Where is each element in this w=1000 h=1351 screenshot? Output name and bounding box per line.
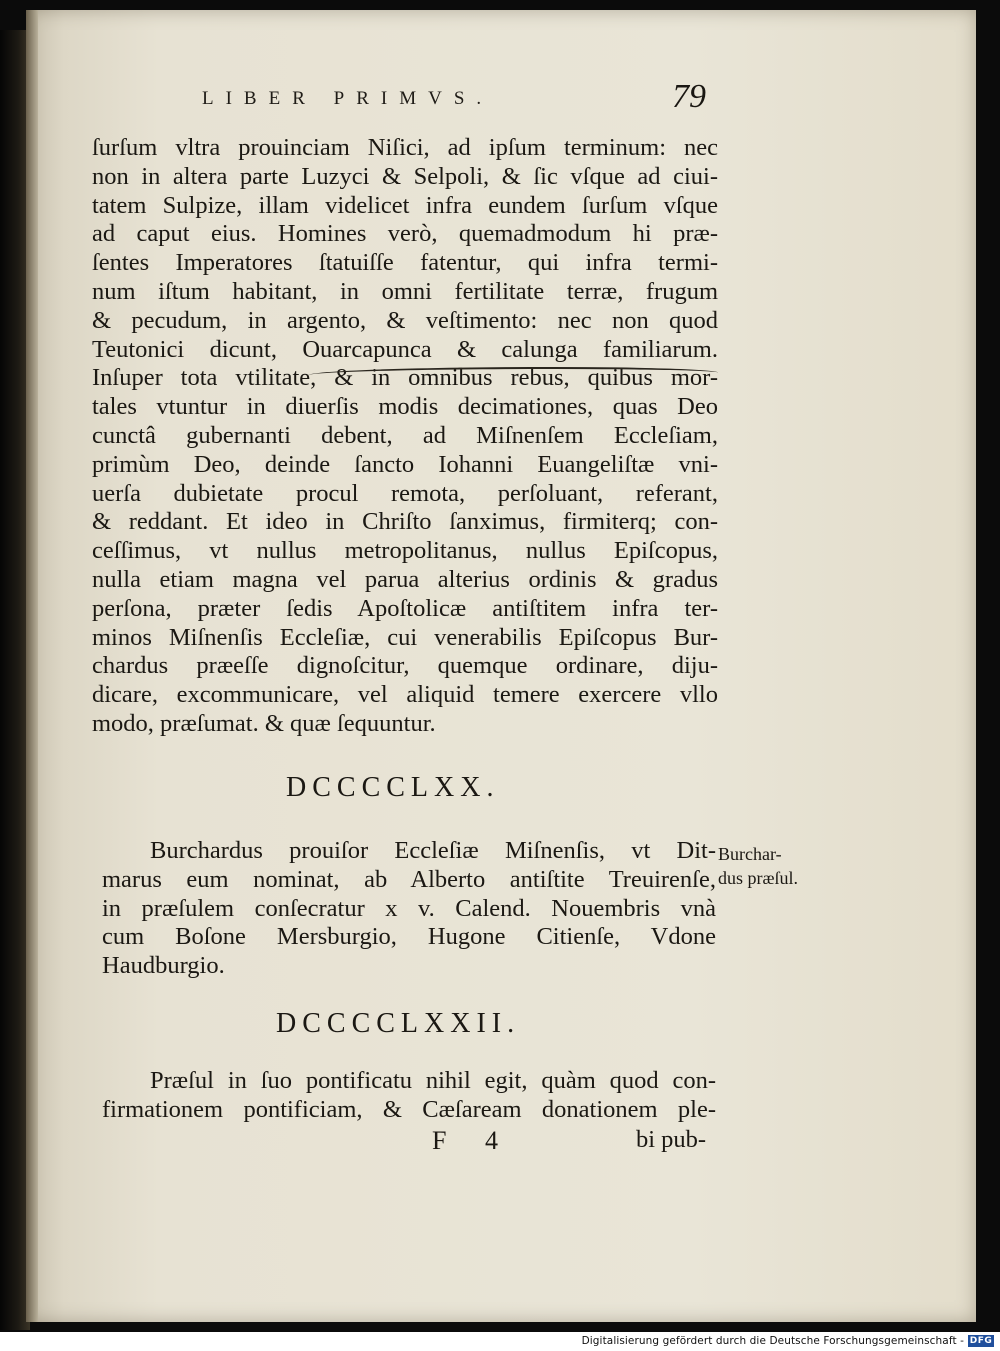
page-number: 79 xyxy=(672,78,706,115)
text-line: ad caput eius. Homines verò, quemadmodum hi præ- xyxy=(92,220,718,248)
text-line: chardus præeſſe dignoſcitur, quemque ordinare, diju- xyxy=(92,652,718,680)
text-line: uerſa dubietate procul remota, perſoluant, referant, xyxy=(92,479,718,507)
text-line: perſona, præter ſedis Apoſtolicæ antiſtitem infra ter- xyxy=(92,594,718,622)
catchword: bi pub- xyxy=(636,1126,707,1153)
text-line: dicare, excommunicare, vel aliquid temere exercere vllo xyxy=(92,681,718,709)
text-line: non in altera parte Luzyci & Selpoli, & ſic vſque ad ciui- xyxy=(92,162,718,190)
text-line: primùm Deo, deinde ſancto Iohanni Euangeliſtæ vni- xyxy=(92,450,718,478)
text-line: ceſſimus, vt nullus metropolitanus, nullus Epiſcopus, xyxy=(92,537,718,565)
text-line: ſentes Imperatores ſtatuiſſe fatentur, qui infra termi- xyxy=(92,249,718,277)
dfg-logo-icon: DFG xyxy=(969,1336,993,1346)
marginal-note xyxy=(718,842,828,890)
text-line: cunctâ gubernanti debent, ad Miſnenſem Eccleſiam, xyxy=(92,421,718,449)
funding-credit: Digitalisierung gefördert durch die Deutsche Forschungsgemeinschaft - xyxy=(581,1335,964,1347)
text-line: marus eum nominat, ab Alberto antiſtite Treuirenſe, xyxy=(102,865,716,893)
text-line: Præſul in ſuo pontificatu nihil egit, quàm quod con- xyxy=(150,1067,716,1094)
text-line: cum Boſone Mersburgio, Hugone Citienſe, Vdone xyxy=(102,923,716,951)
text-line: ſurſum vltra prouinciam Niſici, ad ipſum terminum: nec xyxy=(92,134,718,161)
text-line: Teutonici dicunt, Ouarcapunca & calunga familiarum. xyxy=(92,335,718,363)
section-paragraph xyxy=(102,836,716,980)
section-paragraph xyxy=(102,1066,716,1124)
section-heading: DCCCCLXX. xyxy=(286,772,500,803)
text-line: modo, præſumat. & quæ ſequuntur. xyxy=(92,709,436,737)
marginal-line: dus præſul. xyxy=(718,868,799,888)
main-text-block xyxy=(92,134,718,739)
section-heading: DCCCCLXXII. xyxy=(276,1008,521,1039)
text-line: & pecudum, in argento, & veſtimento: nec non quod xyxy=(92,306,718,334)
text-line: firmationem pontificiam, & Cæſaream donationem ple- xyxy=(102,1095,716,1123)
marginal-line: Burchar- xyxy=(718,844,782,864)
text-line: Burchardus prouiſor Eccleſiæ Miſnenſis, vt Dit- xyxy=(150,837,716,864)
text-line: nulla etiam magna vel parua alterius ordinis & gradus xyxy=(92,565,718,593)
text-line: num iſtum habitant, in omni fertilitate terræ, frugum xyxy=(92,277,718,305)
text-line: in præſulem conſecratur x v. Calend. Nouembris vnà xyxy=(102,894,716,922)
signature-mark: F 4 xyxy=(432,1126,514,1155)
text-line: & reddant. Et ideo in Chriſto ſanximus, firmiterq; con- xyxy=(92,508,718,536)
text-line: tatem Sulpize, illam videlicet infra eundem ſurſum vſque xyxy=(92,191,718,219)
text-line: Inſuper tota vtilitate, & in omnibus rebus, quibus mor- xyxy=(92,364,718,392)
page-gutter-edge xyxy=(26,10,38,1322)
text-line: Haudburgio. xyxy=(102,952,225,980)
text-line: minos Miſnenſis Eccleſiæ, cui venerabilis Epiſcopus Bur- xyxy=(92,623,718,651)
running-title: LIBER PRIMVS. xyxy=(202,88,494,109)
text-line: tales vtuntur in diuerſis modis decimationes, quas Deo xyxy=(92,393,718,421)
handwritten-underline xyxy=(308,367,718,381)
